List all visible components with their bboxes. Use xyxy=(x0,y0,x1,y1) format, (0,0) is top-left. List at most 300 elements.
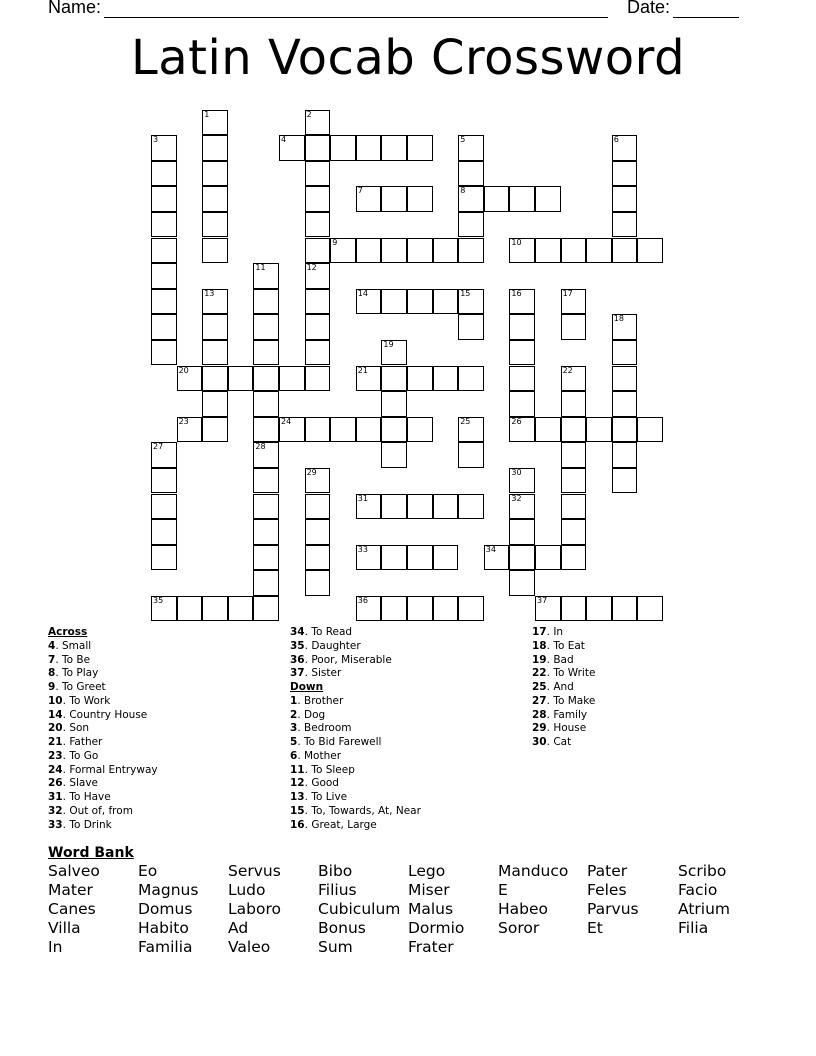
grid-cell[interactable] xyxy=(612,186,638,212)
grid-cell[interactable] xyxy=(202,417,228,443)
grid-cell[interactable] xyxy=(381,417,407,443)
grid-cell[interactable] xyxy=(253,468,279,494)
clue-text: To Go xyxy=(69,749,99,762)
grid-cell[interactable] xyxy=(484,186,510,212)
clue-text: Formal Entryway xyxy=(69,763,158,776)
grid-cell[interactable] xyxy=(535,596,561,622)
clue-number: 31 xyxy=(357,493,368,503)
grid-cell[interactable] xyxy=(535,238,561,264)
grid-cell[interactable] xyxy=(509,366,535,392)
across-clue-list-continued xyxy=(290,626,421,681)
grid-cell[interactable] xyxy=(151,289,177,315)
grid-cell[interactable] xyxy=(509,238,535,264)
grid-cell[interactable] xyxy=(279,417,305,443)
grid-cell[interactable] xyxy=(305,212,331,238)
clue-text: To Write xyxy=(553,667,596,680)
clue-text: To Greet xyxy=(62,681,106,693)
grid-cell[interactable] xyxy=(509,519,535,545)
word-bank-word: Feles xyxy=(587,881,627,899)
grid-cell[interactable] xyxy=(381,494,407,520)
grid-cell[interactable] xyxy=(356,545,382,571)
clue-text: Good xyxy=(311,777,339,790)
clue-item: 9. To Greet xyxy=(48,681,106,693)
grid-cell[interactable] xyxy=(561,366,587,392)
grid-cell[interactable] xyxy=(253,596,279,622)
clue-item: 7. To Be xyxy=(48,653,91,666)
grid-cell[interactable] xyxy=(637,596,663,622)
date-field[interactable] xyxy=(673,17,739,18)
grid-cell[interactable] xyxy=(151,186,177,212)
grid-cell[interactable] xyxy=(458,494,484,520)
clue-item: 25. And xyxy=(532,681,574,693)
clue-number: 13 xyxy=(290,791,305,803)
grid-cell[interactable] xyxy=(151,442,177,468)
grid-cell[interactable] xyxy=(561,289,587,315)
grid-cell[interactable] xyxy=(458,596,484,622)
grid-cell[interactable] xyxy=(612,366,638,392)
grid-cell[interactable] xyxy=(407,135,433,161)
clue-number: 7 xyxy=(48,653,56,666)
clue-number: 15 xyxy=(460,288,471,298)
grid-cell[interactable] xyxy=(202,186,228,212)
grid-cell[interactable] xyxy=(381,289,407,315)
grid-cell[interactable] xyxy=(253,494,279,520)
grid-cell[interactable] xyxy=(330,238,356,264)
grid-cell[interactable] xyxy=(458,161,484,187)
clue-item: 11. To Sleep xyxy=(290,763,355,776)
grid-cell[interactable] xyxy=(279,135,305,161)
clue-item: 27. To Make xyxy=(532,694,596,707)
word-bank-word: Et xyxy=(587,919,603,937)
word-bank-title: Word Bank xyxy=(48,845,134,861)
grid-cell[interactable] xyxy=(637,238,663,264)
grid-cell[interactable] xyxy=(458,289,484,315)
grid-cell[interactable] xyxy=(356,417,382,443)
clue-number: 11 xyxy=(255,263,266,273)
grid-cell[interactable] xyxy=(305,289,331,315)
clue-item: 20. Son xyxy=(48,722,90,735)
word-bank-word: E xyxy=(498,881,508,899)
grid-cell[interactable] xyxy=(151,596,177,622)
grid-cell[interactable] xyxy=(202,238,228,264)
clue-number: 17 xyxy=(532,626,547,638)
grid-cell[interactable] xyxy=(612,340,638,366)
clue-text: Out of, from xyxy=(69,804,133,817)
clue-number: 20 xyxy=(48,722,63,735)
clue-number: 23 xyxy=(178,416,189,426)
clue-number: 25 xyxy=(460,416,471,426)
grid-cell[interactable] xyxy=(279,366,305,392)
word-bank-word: Magnus xyxy=(138,881,199,899)
grid-cell[interactable] xyxy=(612,596,638,622)
grid-cell[interactable] xyxy=(356,494,382,520)
grid-cell[interactable] xyxy=(202,366,228,392)
clue-text: Bad xyxy=(553,653,574,666)
grid-cell[interactable] xyxy=(407,596,433,622)
grid-cell[interactable] xyxy=(330,135,356,161)
grid-cell[interactable] xyxy=(356,238,382,264)
clue-item: 6. Mother xyxy=(290,749,342,762)
grid-cell[interactable] xyxy=(458,366,484,392)
grid-cell[interactable] xyxy=(407,289,433,315)
grid-cell[interactable] xyxy=(612,417,638,443)
grid-cell[interactable] xyxy=(305,570,331,596)
grid-cell[interactable] xyxy=(202,289,228,315)
grid-cell[interactable] xyxy=(509,314,535,340)
clue-item: 15. To, Towards, At, Near xyxy=(290,804,421,817)
grid-cell[interactable] xyxy=(305,468,331,494)
clue-number: 25 xyxy=(532,681,547,693)
grid-cell[interactable] xyxy=(407,494,433,520)
grid-cell[interactable] xyxy=(509,494,535,520)
clue-number: 2 xyxy=(290,708,298,721)
grid-cell[interactable] xyxy=(202,596,228,622)
clue-number: 24 xyxy=(48,763,63,776)
clue-item: 8. To Play xyxy=(48,667,99,680)
clue-number: 14 xyxy=(357,288,368,298)
grid-cell[interactable] xyxy=(356,366,382,392)
grid-cell[interactable] xyxy=(561,545,587,571)
word-bank-word: Domus xyxy=(138,900,193,918)
word-bank-word: Facio xyxy=(678,881,718,899)
clue-number: 12 xyxy=(306,263,317,273)
grid-cell[interactable] xyxy=(509,468,535,494)
grid-cell[interactable] xyxy=(509,545,535,571)
word-bank-word: Habeo xyxy=(498,900,549,918)
clue-number: 14 xyxy=(48,708,63,721)
word-bank-word: Ludo xyxy=(228,881,266,899)
grid-cell[interactable] xyxy=(509,289,535,315)
clue-number: 35 xyxy=(153,595,164,605)
grid-cell[interactable] xyxy=(509,340,535,366)
word-bank-word: Villa xyxy=(48,919,81,937)
grid-cell[interactable] xyxy=(202,110,228,136)
grid-cell[interactable] xyxy=(381,135,407,161)
grid-cell[interactable] xyxy=(356,186,382,212)
grid-cell[interactable] xyxy=(253,570,279,596)
grid-cell[interactable] xyxy=(381,340,407,366)
grid-cell[interactable] xyxy=(612,161,638,187)
grid-cell[interactable] xyxy=(253,417,279,443)
grid-cell[interactable] xyxy=(612,212,638,238)
clue-number: 29 xyxy=(306,467,317,477)
grid-cell[interactable] xyxy=(202,340,228,366)
grid-cell[interactable] xyxy=(177,366,203,392)
grid-cell[interactable] xyxy=(305,186,331,212)
clue-text: Sister xyxy=(311,667,342,680)
grid-cell[interactable] xyxy=(509,570,535,596)
clue-number: 37 xyxy=(537,595,548,605)
date-label: Date: xyxy=(627,0,671,17)
grid-cell[interactable] xyxy=(535,186,561,212)
clue-text: Country House xyxy=(69,708,148,721)
clue-number: 12 xyxy=(290,777,305,790)
clue-number: 8 xyxy=(460,186,466,196)
grid-cell[interactable] xyxy=(202,161,228,187)
grid-cell[interactable] xyxy=(202,391,228,417)
clue-number: 7 xyxy=(357,186,363,196)
grid-cell[interactable] xyxy=(151,212,177,238)
word-bank-word: Pater xyxy=(587,862,628,880)
grid-cell[interactable] xyxy=(484,545,510,571)
grid-cell[interactable] xyxy=(458,238,484,264)
grid-cell[interactable] xyxy=(433,494,459,520)
down-clue-list xyxy=(290,695,421,833)
word-bank-word: Scribo xyxy=(678,862,727,880)
grid-cell[interactable] xyxy=(253,545,279,571)
grid-cell[interactable] xyxy=(458,314,484,340)
clue-item: 28. Family xyxy=(532,708,588,721)
clue-number: 26 xyxy=(511,416,522,426)
clue-number: 36 xyxy=(290,653,305,666)
grid-cell[interactable] xyxy=(561,314,587,340)
clue-text: Cat xyxy=(553,736,572,748)
grid-cell[interactable] xyxy=(151,238,177,264)
clue-number: 31 xyxy=(48,791,63,803)
grid-cell[interactable] xyxy=(151,340,177,366)
grid-cell[interactable] xyxy=(407,186,433,212)
grid-cell[interactable] xyxy=(253,366,279,392)
grid-cell[interactable] xyxy=(151,161,177,187)
word-bank-word: Parvus xyxy=(587,900,639,918)
grid-cell[interactable] xyxy=(381,545,407,571)
word-bank-word: Manduco xyxy=(498,862,569,880)
grid-cell[interactable] xyxy=(305,263,331,289)
grid-cell[interactable] xyxy=(407,417,433,443)
grid-cell[interactable] xyxy=(253,289,279,315)
grid-cell[interactable] xyxy=(253,314,279,340)
grid-cell[interactable] xyxy=(356,596,382,622)
grid-cell[interactable] xyxy=(253,340,279,366)
grid-cell[interactable] xyxy=(586,596,612,622)
grid-cell[interactable] xyxy=(561,494,587,520)
grid-cell[interactable] xyxy=(458,186,484,212)
grid-cell[interactable] xyxy=(433,238,459,264)
grid-cell[interactable] xyxy=(433,545,459,571)
grid-cell[interactable] xyxy=(177,417,203,443)
grid-cell[interactable] xyxy=(612,238,638,264)
clue-number: 1 xyxy=(290,694,298,707)
grid-cell[interactable] xyxy=(151,468,177,494)
clue-number: 3 xyxy=(290,722,298,735)
grid-cell[interactable] xyxy=(228,596,254,622)
grid-cell[interactable] xyxy=(253,263,279,289)
word-bank-word: Laboro xyxy=(228,900,281,918)
grid-cell[interactable] xyxy=(253,519,279,545)
grid-cell[interactable] xyxy=(509,417,535,443)
grid-cell[interactable] xyxy=(381,391,407,417)
grid-cell[interactable] xyxy=(407,545,433,571)
grid-cell[interactable] xyxy=(433,366,459,392)
grid-cell[interactable] xyxy=(305,340,331,366)
grid-cell[interactable] xyxy=(561,442,587,468)
grid-cell[interactable] xyxy=(305,161,331,187)
grid-cell[interactable] xyxy=(202,212,228,238)
clue-text: To Sleep xyxy=(311,763,355,776)
clue-item: 13. To Live xyxy=(290,791,348,803)
clue-number: 9 xyxy=(48,681,56,693)
grid-cell[interactable] xyxy=(458,135,484,161)
clue-item: 12. Good xyxy=(290,777,339,790)
grid-cell[interactable] xyxy=(561,596,587,622)
clue-number: 13 xyxy=(204,288,215,298)
clue-item: 19. Bad xyxy=(532,653,574,666)
grid-cell[interactable] xyxy=(151,494,177,520)
word-bank-word: In xyxy=(48,938,63,956)
clue-number: 30 xyxy=(532,736,547,748)
clue-text: Great, Large xyxy=(311,818,377,831)
clue-number: 19 xyxy=(532,653,547,666)
clue-text: And xyxy=(553,681,574,693)
grid-cell[interactable] xyxy=(177,596,203,622)
grid-cell[interactable] xyxy=(612,314,638,340)
grid-cell[interactable] xyxy=(509,391,535,417)
grid-cell[interactable] xyxy=(151,314,177,340)
clue-item: 35. Daughter xyxy=(290,639,361,652)
clue-number: 11 xyxy=(290,763,305,776)
header xyxy=(0,0,816,24)
clue-number: 35 xyxy=(290,639,305,652)
grid-cell[interactable] xyxy=(305,238,331,264)
grid-cell[interactable] xyxy=(433,289,459,315)
name-field[interactable] xyxy=(104,17,608,18)
grid-cell[interactable] xyxy=(381,442,407,468)
grid-cell[interactable] xyxy=(535,545,561,571)
word-bank-word: Malus xyxy=(408,900,454,918)
grid-cell[interactable] xyxy=(561,391,587,417)
clue-item: 31. To Have xyxy=(48,791,111,803)
grid-cell[interactable] xyxy=(586,417,612,443)
grid-cell[interactable] xyxy=(561,468,587,494)
clue-number: 6 xyxy=(613,135,619,145)
grid-cell[interactable] xyxy=(253,391,279,417)
clue-item: 22. To Write xyxy=(532,667,596,680)
word-bank-word: Filia xyxy=(678,919,709,937)
word-bank-word: Miser xyxy=(408,881,450,899)
clue-item: 23. To Go xyxy=(48,749,99,762)
grid-cell[interactable] xyxy=(561,417,587,443)
grid-cell[interactable] xyxy=(305,366,331,392)
word-bank-word: Eo xyxy=(138,862,158,880)
clue-number: 32 xyxy=(511,493,522,503)
grid-cell[interactable] xyxy=(381,596,407,622)
clue-text: To Drink xyxy=(69,818,112,831)
name-label: Name: xyxy=(48,0,102,17)
grid-cell[interactable] xyxy=(356,135,382,161)
grid-cell[interactable] xyxy=(151,545,177,571)
clue-number: 33 xyxy=(48,818,63,831)
grid-cell[interactable] xyxy=(612,391,638,417)
grid-cell[interactable] xyxy=(151,135,177,161)
grid-cell[interactable] xyxy=(407,238,433,264)
word-bank-word: Bibo xyxy=(318,862,353,880)
clue-text: To Eat xyxy=(553,639,585,652)
clue-text: Dog xyxy=(304,708,326,721)
grid-cell[interactable] xyxy=(228,366,254,392)
grid-cell[interactable] xyxy=(612,442,638,468)
clue-number: 22 xyxy=(562,365,573,375)
across-heading: Across xyxy=(48,626,88,638)
clue-number: 21 xyxy=(357,365,368,375)
clue-number: 34 xyxy=(290,626,305,638)
clue-item: 29. House xyxy=(532,722,587,735)
clue-number: 10 xyxy=(511,237,522,247)
grid-cell[interactable] xyxy=(381,238,407,264)
clue-number: 5 xyxy=(290,736,298,748)
grid-cell[interactable] xyxy=(305,494,331,520)
clue-item: 30. Cat xyxy=(532,736,572,748)
clue-text: Father xyxy=(69,736,103,748)
clue-number: 26 xyxy=(48,777,63,790)
grid-cell[interactable] xyxy=(202,135,228,161)
grid-cell[interactable] xyxy=(612,468,638,494)
grid-cell[interactable] xyxy=(305,519,331,545)
word-bank-word: Bonus xyxy=(318,919,366,937)
grid-cell[interactable] xyxy=(458,442,484,468)
grid-cell[interactable] xyxy=(356,289,382,315)
clue-number: 3 xyxy=(153,135,159,145)
grid-cell[interactable] xyxy=(381,186,407,212)
grid-cell[interactable] xyxy=(151,519,177,545)
word-bank-word: Canes xyxy=(48,900,96,918)
clue-text: To Read xyxy=(311,626,353,638)
grid-cell[interactable] xyxy=(305,417,331,443)
grid-cell[interactable] xyxy=(637,417,663,443)
clue-item: 34. To Read xyxy=(290,626,353,638)
clue-number: 4 xyxy=(48,639,56,652)
grid-cell[interactable] xyxy=(535,417,561,443)
grid-cell[interactable] xyxy=(253,442,279,468)
grid-cell[interactable] xyxy=(612,135,638,161)
clue-number: 17 xyxy=(562,288,573,298)
grid-cell[interactable] xyxy=(561,238,587,264)
grid-cell[interactable] xyxy=(305,545,331,571)
grid-cell[interactable] xyxy=(381,366,407,392)
grid-cell[interactable] xyxy=(202,314,228,340)
word-bank-word: Sum xyxy=(318,938,353,956)
grid-cell[interactable] xyxy=(433,596,459,622)
grid-cell[interactable] xyxy=(151,263,177,289)
grid-cell[interactable] xyxy=(458,417,484,443)
word-bank-word: Habito xyxy=(138,919,189,937)
grid-cell[interactable] xyxy=(330,417,356,443)
grid-cell[interactable] xyxy=(305,135,331,161)
grid-cell[interactable] xyxy=(586,238,612,264)
clue-number: 1 xyxy=(204,109,210,119)
clue-number: 19 xyxy=(383,339,394,349)
clue-number: 2 xyxy=(306,109,312,119)
grid-cell[interactable] xyxy=(509,186,535,212)
grid-cell[interactable] xyxy=(305,314,331,340)
clue-text: To Play xyxy=(62,667,99,680)
clue-number: 18 xyxy=(613,314,624,324)
clue-item: 36. Poor, Miserable xyxy=(290,653,392,666)
grid-cell[interactable] xyxy=(305,110,331,136)
word-bank-word: Frater xyxy=(408,938,454,956)
clue-number: 29 xyxy=(532,722,547,735)
grid-cell[interactable] xyxy=(458,212,484,238)
clues-column-1 xyxy=(48,626,158,832)
clue-text: To Work xyxy=(69,694,111,707)
clue-item: 26. Slave xyxy=(48,777,99,790)
clue-text: To Be xyxy=(62,653,91,666)
clue-text: Small xyxy=(62,639,92,652)
clue-number: 27 xyxy=(153,442,164,452)
clue-number: 23 xyxy=(48,749,63,762)
grid-cell[interactable] xyxy=(561,519,587,545)
grid-cell[interactable] xyxy=(407,366,433,392)
clue-item: 17. In xyxy=(532,626,564,638)
